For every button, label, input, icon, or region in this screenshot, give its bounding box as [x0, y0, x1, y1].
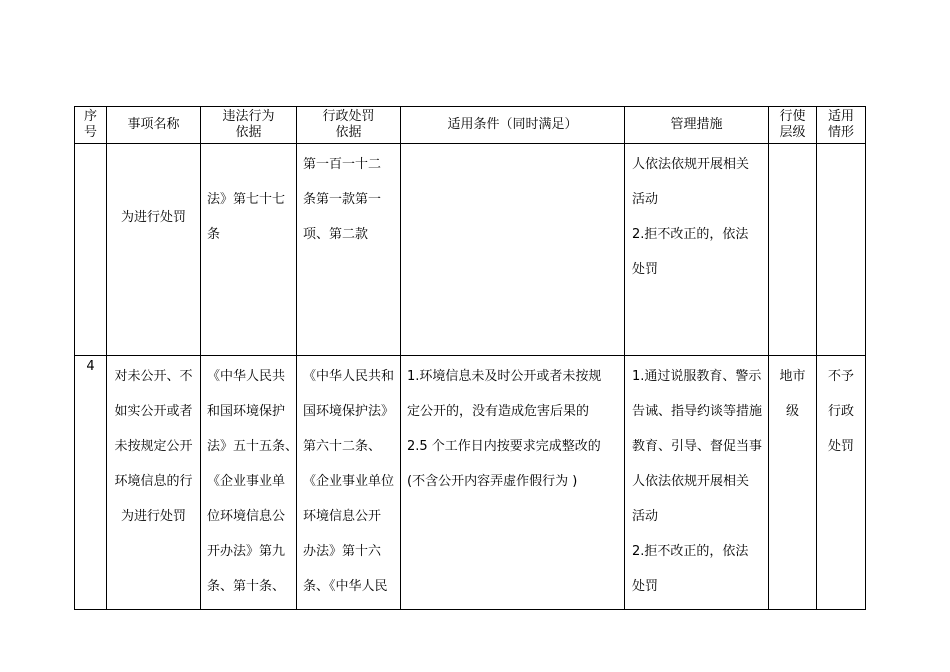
- header-penalty: 行政处罚 依据: [297, 107, 401, 144]
- header-situation: 适用 情形: [817, 107, 866, 144]
- header-no: 序 号: [75, 107, 107, 144]
- header-name: 事项名称: [107, 107, 201, 144]
- table-row: [75, 356, 866, 610]
- header-basis: 违法行为 依据: [201, 107, 297, 144]
- conditions-cell: 1.环境信息未及时公开或者未按规 定公开的，没有造成危害后果的 2.5 个工作日内按要求完成整改的 (不含公开内容弄虚作假行为 ): [401, 356, 625, 610]
- situation-cell: 不予 行政 处罚: [817, 356, 866, 610]
- level-cell: 地市 级: [769, 356, 817, 610]
- situation-cell: [817, 144, 866, 356]
- penalty-table: [74, 106, 866, 610]
- item-name-cell: 为进行处罚: [107, 144, 201, 356]
- row-number: 4: [75, 356, 107, 610]
- item-name-cell: 对未公开、不 如实公开或者 未按规定公开 环境信息的行 为进行处罚: [107, 356, 201, 610]
- header-measures: 管理措施: [625, 107, 769, 144]
- header-conditions: 适用条件（同时满足）: [401, 107, 625, 144]
- measures-cell: 1.通过说服教育、警示 告诫、指导约谈等措施 教育、引导、督促当事 人依法依规开展相关 活动 2.拒不改正的，依法 处罚: [625, 356, 769, 610]
- header-level: 行使 层级: [769, 107, 817, 144]
- violation-basis-cell: 法》第七十七 条: [201, 144, 297, 356]
- violation-basis-cell: 《中华人民共 和国环境保护 法》五十五条、 《企业事业单 位环境信息公 开办法》第九 条、第十条、: [201, 356, 297, 610]
- table-header-row: [75, 107, 866, 144]
- table-row: [75, 144, 866, 356]
- row-number: [75, 144, 107, 356]
- measures-cell: 人依法依规开展相关 活动 2.拒不改正的，依法 处罚: [625, 144, 769, 356]
- conditions-cell: [401, 144, 625, 356]
- penalty-basis-cell: 《中华人民共和 国环境保护法》 第六十二条、 《企业事业单位 环境信息公开 办法》第十六 条、《中华人民: [297, 356, 401, 610]
- penalty-basis-cell: 第一百一十二 条第一款第一 项、第二款: [297, 144, 401, 356]
- level-cell: [769, 144, 817, 356]
